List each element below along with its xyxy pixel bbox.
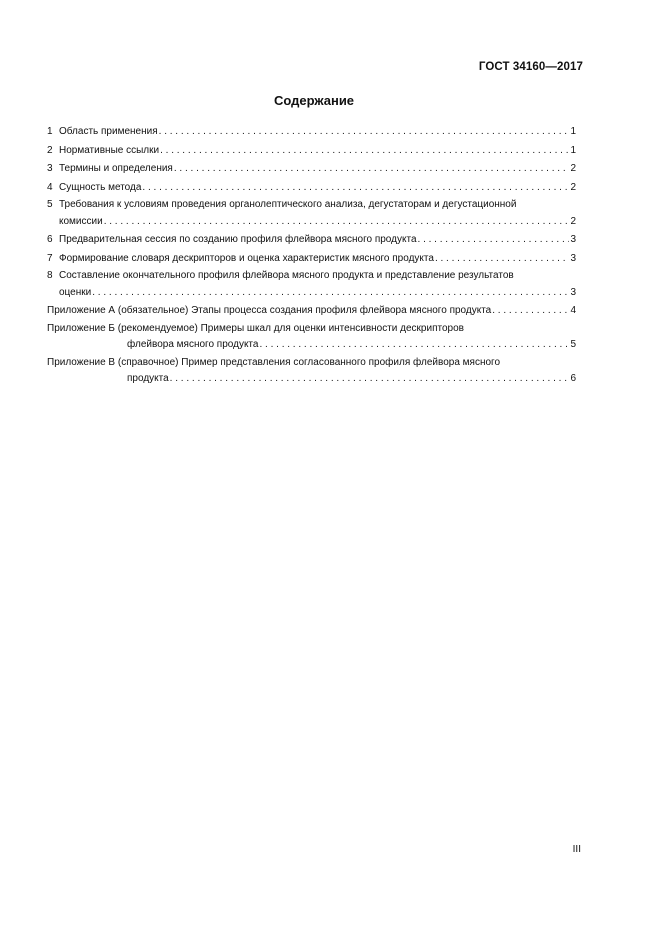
toc-entry-page: 1 bbox=[570, 126, 576, 137]
toc-entry[interactable] bbox=[47, 231, 576, 250]
toc-entry-number: 8 bbox=[47, 270, 53, 281]
toc-entry-title: Требования к условиям проведения органолептического анализа, дегустаторам и дегустационной bbox=[59, 199, 517, 210]
toc-entry-title-cont: продукта bbox=[127, 373, 169, 384]
toc-entry-number: 6 bbox=[47, 234, 53, 245]
toc-entry-title-cont: комиссии bbox=[59, 215, 103, 227]
toc-entry-title: Термины и определения bbox=[59, 163, 173, 174]
toc-entry-page: 3 bbox=[570, 286, 576, 298]
document-code: ГОСТ 34160—2017 bbox=[478, 61, 583, 73]
toc-appendix-entry[interactable] bbox=[47, 302, 576, 321]
toc-entry-title: Формирование словаря дескрипторов и оценка характеристик мясного продукта bbox=[59, 252, 434, 264]
toc-entry-title: Составление окончательного профиля флейвора мясного продукта и представление результатов bbox=[59, 270, 514, 281]
toc-entry-page: 2 bbox=[570, 163, 576, 174]
toc-entry-number: 3 bbox=[47, 163, 53, 174]
toc-entry-title: Приложение Б (рекомендуемое) Примеры шкал для оценки интенсивности дескрипторов bbox=[47, 322, 464, 334]
toc-entry-number: 2 bbox=[47, 144, 53, 156]
toc-entry[interactable] bbox=[47, 123, 576, 142]
toc-entry-page: 3 bbox=[570, 234, 576, 245]
toc-appendix-entry[interactable] bbox=[47, 321, 576, 355]
toc-entry-number: 7 bbox=[47, 252, 53, 264]
toc-entry[interactable] bbox=[47, 142, 576, 161]
toc-entry[interactable] bbox=[47, 250, 576, 269]
toc-entry-page: 4 bbox=[570, 305, 576, 316]
toc-entry-number: 1 bbox=[47, 126, 53, 137]
toc-entry-page: 6 bbox=[570, 373, 576, 384]
toc-entry-title-cont: оценки bbox=[59, 286, 92, 298]
toc-entry[interactable] bbox=[47, 179, 576, 198]
toc-entry[interactable] bbox=[47, 268, 576, 302]
toc-entry-title: Предварительная сессия по созданию профиля флейвора мясного продукта bbox=[59, 234, 417, 245]
toc-entry[interactable] bbox=[47, 197, 576, 231]
toc-entry-page: 2 bbox=[570, 181, 576, 193]
toc-entry-title: Приложение В (справочное) Пример представления согласованного профиля флейвора мясного bbox=[47, 356, 501, 368]
toc-appendix-entry[interactable] bbox=[47, 355, 576, 389]
toc-entry-title: Нормативные ссылки bbox=[59, 144, 160, 156]
toc-title: Содержание bbox=[273, 93, 355, 108]
toc-entry-page: 3 bbox=[570, 252, 576, 264]
table-of-contents bbox=[47, 123, 576, 389]
toc-entry-number: 4 bbox=[47, 181, 53, 193]
toc-entry-title: Приложение А (обязательное) Этапы процесса создания профиля флейвора мясного продукта bbox=[47, 305, 492, 316]
toc-entry-title-cont: флейвора мясного продукта bbox=[127, 339, 259, 350]
toc-entry-page: 5 bbox=[570, 339, 576, 350]
page-number: III bbox=[572, 844, 581, 855]
toc-entry-page: 1 bbox=[570, 144, 576, 156]
toc-entry-title: Сущность метода bbox=[59, 181, 142, 193]
toc-entry-number: 5 bbox=[47, 199, 53, 210]
toc-entry[interactable] bbox=[47, 160, 576, 179]
toc-entry-title: Область применения bbox=[59, 126, 158, 137]
toc-entry-page: 2 bbox=[570, 215, 576, 227]
